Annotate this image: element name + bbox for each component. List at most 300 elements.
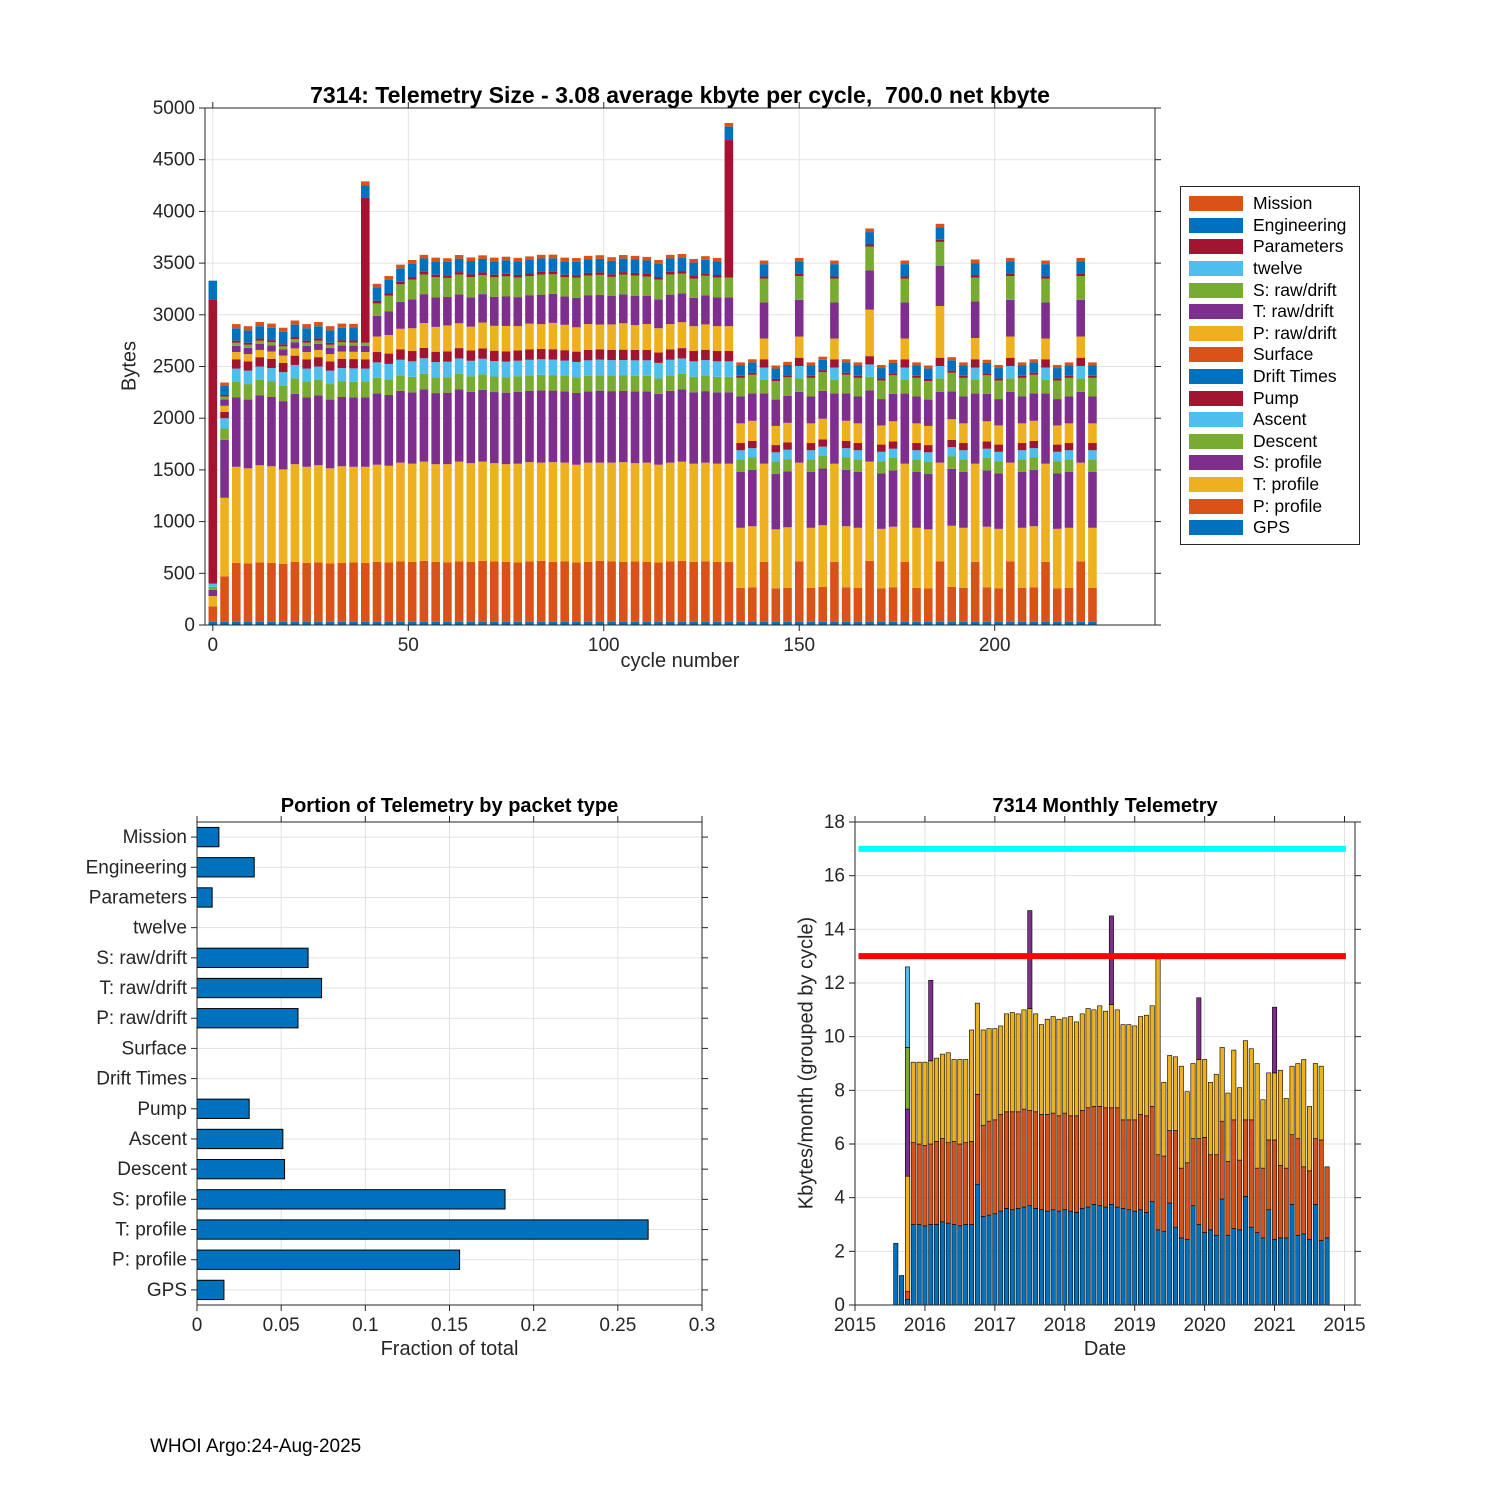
bar-segment [865, 232, 874, 244]
bar-segment [1144, 1212, 1148, 1305]
bar-segment [900, 277, 909, 279]
bar-segment [1162, 1082, 1166, 1156]
bar-segment [1065, 472, 1074, 528]
bar-segment [666, 375, 675, 391]
bar-segment [1045, 1114, 1049, 1211]
bar-segment [631, 276, 640, 296]
bar-segment [279, 332, 288, 344]
bar-segment [209, 299, 218, 583]
bar-segment [994, 445, 1003, 452]
bar-segment [1220, 1199, 1224, 1305]
bar-segment [455, 323, 464, 348]
bar-segment [220, 440, 229, 498]
bar-segment [947, 419, 956, 440]
legend-item [1181, 279, 1359, 301]
category-label: Engineering [85, 857, 187, 879]
bar-segment [929, 1061, 933, 1144]
bar-segment [725, 278, 734, 298]
bar-segment [1092, 1106, 1096, 1204]
bar-segment [326, 330, 335, 342]
bar-segment [408, 392, 417, 463]
bar-segment [396, 282, 405, 285]
bar-segment [854, 472, 863, 528]
bar-segment [220, 418, 229, 428]
bar-segment [1053, 365, 1062, 368]
y-tick-label: 3000 [152, 304, 195, 326]
bar-segment [384, 335, 393, 354]
bar-segment [783, 396, 792, 423]
bar-segment [971, 393, 980, 463]
monthly-ylabel: Kbytes/month (grouped by cycle) [795, 916, 818, 1210]
bar-segment [701, 273, 710, 276]
bar-segment [807, 450, 816, 459]
bar-segment [877, 399, 886, 425]
bar-segment [244, 343, 253, 345]
bar-segment [760, 368, 769, 380]
y-tick-label: 14 [823, 919, 845, 941]
y-tick-label: 10 [823, 1026, 845, 1048]
bar-segment [959, 443, 968, 450]
bar-segment [443, 258, 452, 262]
bar-segment [865, 228, 874, 232]
bar-segment [940, 1054, 944, 1139]
bar-segment [1030, 448, 1039, 457]
bar-segment [865, 270, 874, 309]
bar-segment [1249, 1049, 1253, 1120]
bar-segment [713, 562, 722, 622]
bar-segment [560, 258, 569, 262]
x-tick-label: 200 [978, 635, 1011, 656]
bar-segment [408, 361, 417, 377]
bar-segment [713, 297, 722, 326]
bar-segment [795, 258, 804, 262]
legend-item [1181, 236, 1359, 258]
bar-segment [302, 343, 311, 346]
bar-segment [983, 587, 992, 622]
bar-segment [642, 274, 651, 277]
bar-segment [983, 373, 992, 375]
bar-segment [678, 293, 687, 322]
bar-segment [1006, 300, 1015, 337]
bar-segment [502, 260, 511, 273]
bar-segment [420, 561, 429, 622]
bar-segment [584, 350, 593, 360]
bar-segment [420, 274, 429, 294]
portion-title: Portion of Telemetry by packet type [280, 795, 619, 817]
bar-segment [349, 467, 358, 563]
bar-segment [1039, 1114, 1043, 1209]
bar-segment [854, 376, 863, 378]
bar-segment [232, 369, 241, 382]
y-tick-label: 4 [834, 1187, 845, 1209]
bar-segment [818, 468, 827, 525]
bar-segment [1028, 1008, 1032, 1110]
bar-segment [1088, 528, 1097, 588]
bar-segment [678, 322, 687, 348]
bar-segment [408, 260, 417, 264]
bar-segment [443, 377, 452, 393]
bar-segment [946, 1143, 950, 1224]
bar-segment [748, 373, 757, 375]
bar-segment [807, 443, 816, 450]
bar-segment [736, 396, 745, 423]
bar-segment [701, 276, 710, 296]
legend-item [1181, 193, 1359, 215]
category-label: Drift Times [96, 1068, 187, 1090]
bar-segment [701, 324, 710, 349]
bar-segment [1168, 1203, 1172, 1305]
bar-segment [361, 382, 370, 398]
bar-segment [936, 392, 945, 463]
bar-segment [654, 299, 663, 328]
bar-segment [513, 464, 522, 563]
bar-segment [842, 441, 851, 448]
bar-segment [244, 348, 253, 354]
bar-segment [1006, 378, 1015, 391]
bar-segment [818, 419, 827, 440]
bar-segment [771, 529, 780, 588]
telemetry-size-ylabel: Bytes [118, 340, 141, 392]
bar-segment [338, 352, 347, 359]
bar-segment [209, 590, 218, 596]
bar-segment [467, 261, 476, 274]
bar-segment [443, 262, 452, 275]
bar-segment [607, 561, 616, 621]
bar [197, 1129, 283, 1148]
bar-segment [349, 397, 358, 466]
bar-segment [1088, 443, 1097, 450]
bar-segment [971, 259, 980, 263]
bar-segment [513, 392, 522, 464]
bar-segment [1033, 1014, 1037, 1112]
bar-segment [912, 528, 921, 588]
bar-segment [1051, 1113, 1055, 1210]
bar-segment [994, 474, 1003, 529]
bar-segment [513, 350, 522, 360]
bar-segment [940, 1222, 944, 1305]
bar-segment [420, 323, 429, 348]
bar-segment [924, 400, 933, 426]
bar-segment [1156, 1155, 1160, 1230]
bar-segment [736, 443, 745, 450]
bar-segment [220, 400, 229, 406]
bar-segment [1088, 396, 1097, 423]
bar-segment [1018, 423, 1027, 443]
bar-segment [736, 376, 745, 378]
bar-segment [572, 377, 581, 393]
bar-segment [889, 375, 898, 394]
bar-segment [1302, 1234, 1306, 1305]
bar-segment [924, 474, 933, 529]
bar-segment [1179, 1066, 1183, 1168]
y-tick-label: 2500 [152, 356, 195, 378]
bar-segment [244, 400, 253, 469]
bar-segment [994, 365, 1003, 368]
bar-segment [854, 378, 863, 397]
bar-segment [302, 563, 311, 622]
x-tick-label: 150 [783, 635, 816, 656]
bar-segment [865, 390, 874, 461]
bar-segment [783, 442, 792, 449]
bar-segment [431, 261, 440, 274]
bar-segment [654, 277, 663, 280]
bar-segment [1018, 450, 1027, 459]
bar-segment [654, 264, 663, 277]
bar-segment [490, 275, 499, 278]
bar-segment [877, 461, 886, 473]
legend-item [1181, 215, 1359, 237]
bar-segment [525, 256, 534, 260]
bar-segment [420, 358, 429, 374]
bar-segment [349, 562, 358, 621]
bar-segment [607, 274, 616, 277]
bar-segment [1214, 1235, 1218, 1305]
bar-segment [572, 393, 581, 465]
bar-segment [1053, 452, 1062, 461]
bar-segment [912, 362, 921, 365]
bar-segment [1202, 1233, 1206, 1305]
bar-segment [924, 426, 933, 445]
bar-segment [631, 325, 640, 350]
bar-segment [209, 587, 218, 590]
bar-segment [1150, 1202, 1154, 1305]
bar-segment [467, 257, 476, 261]
bar-segment [818, 357, 827, 360]
bar-segment [924, 445, 933, 452]
bar-segment [736, 378, 745, 397]
bar-segment [842, 587, 851, 622]
bar-segment [1197, 1139, 1201, 1225]
bar-segment [1088, 460, 1097, 472]
legend-swatch [1189, 520, 1243, 535]
bar-segment [443, 351, 452, 361]
bar-segment [314, 339, 323, 341]
bar-segment [420, 462, 429, 561]
bar-segment [560, 261, 569, 274]
bar-segment [678, 348, 687, 358]
bar-segment [947, 360, 956, 370]
bar-segment [865, 462, 874, 561]
bar-segment [936, 266, 945, 306]
bar-segment [1016, 1014, 1020, 1112]
bar-segment [537, 324, 546, 349]
bar-segment [1068, 1116, 1072, 1211]
bar-segment [1053, 378, 1062, 380]
bar-segment [349, 352, 358, 359]
bar-segment [889, 587, 898, 622]
bar-segment [255, 367, 264, 380]
bar-segment [1127, 1210, 1131, 1305]
bar-segment [936, 224, 945, 228]
bar-segment [701, 360, 710, 376]
bar-segment [642, 376, 651, 392]
legend-swatch [1189, 391, 1243, 406]
bar-segment [619, 375, 628, 391]
bar-segment [854, 588, 863, 622]
bar-segment [267, 342, 276, 345]
bar-segment [396, 561, 405, 621]
category-label: P: raw/drift [96, 1008, 187, 1030]
bar-segment [1018, 362, 1027, 365]
bar-segment [302, 369, 311, 382]
bar-segment [373, 465, 382, 562]
bar-segment [830, 393, 839, 463]
bar-segment [1325, 1167, 1329, 1238]
bar-segment [971, 359, 980, 367]
bar-segment [1267, 1210, 1271, 1305]
bar-segment [1065, 396, 1074, 423]
bar-segment [279, 372, 288, 385]
bar-segment [537, 375, 546, 391]
bar-segment [889, 363, 898, 373]
bar-segment [361, 186, 370, 198]
bar-segment [220, 412, 229, 418]
bar-segment [1121, 1208, 1125, 1305]
bar-segment [267, 352, 276, 359]
bar-segment [584, 324, 593, 350]
bar-segment [1307, 1239, 1311, 1305]
bar-segment [1074, 1212, 1078, 1305]
bar-segment [936, 366, 945, 378]
bar-segment [865, 247, 874, 271]
legend-label: Surface [1253, 344, 1314, 365]
bar-segment [537, 463, 546, 561]
bar-segment [502, 276, 511, 296]
bar-segment [384, 379, 393, 395]
bar-segment [384, 276, 393, 280]
bar-segment [899, 1275, 903, 1305]
bar-segment [1103, 1011, 1107, 1108]
bar-segment [408, 280, 417, 300]
bar-segment [678, 462, 687, 561]
bar-segment [994, 529, 1003, 588]
category-label: twelve [133, 917, 187, 939]
bar [197, 1250, 460, 1269]
bar-segment [842, 448, 851, 457]
bar-segment [267, 563, 276, 622]
bar-segment [420, 272, 429, 275]
bar-segment [244, 361, 253, 370]
bar-segment [560, 463, 569, 562]
bar-segment [326, 343, 335, 345]
bar-segment [1010, 1112, 1014, 1210]
bar-segment [537, 258, 546, 271]
bar-segment [490, 351, 499, 361]
bar-segment [959, 362, 968, 365]
bar-segment [560, 325, 569, 350]
bar-segment [408, 264, 417, 277]
bar-segment [1006, 274, 1015, 276]
bar-segment [865, 244, 874, 246]
bar-segment [373, 393, 382, 464]
bar-segment [795, 276, 804, 300]
bar-segment [267, 466, 276, 563]
bar-segment [936, 240, 945, 242]
bar-segment [478, 323, 487, 349]
bar-segment [513, 297, 522, 326]
bar-segment [244, 468, 253, 563]
bar-segment [420, 348, 429, 358]
bar-segment [1261, 1168, 1265, 1238]
legend-swatch [1189, 499, 1243, 514]
legend-label: P: raw/drift [1253, 322, 1337, 343]
bar-segment [1065, 528, 1074, 588]
bar-segment [232, 341, 241, 343]
y-tick-label: 4000 [152, 201, 195, 223]
bar-segment [1173, 1131, 1177, 1228]
bar-segment [947, 440, 956, 447]
legend-swatch [1189, 326, 1243, 341]
bar-segment [736, 460, 745, 472]
bar-segment [291, 365, 300, 378]
bar-segment [1208, 1155, 1212, 1230]
bar [197, 827, 219, 846]
bar-segment [1053, 529, 1062, 588]
bar-segment [642, 277, 651, 296]
bar-segment [854, 423, 863, 443]
bar-segment [525, 360, 534, 376]
bar-segment [232, 359, 241, 368]
bar-segment [361, 343, 370, 346]
bar-segment [771, 381, 780, 400]
bar-segment [642, 463, 651, 562]
bar-segment [314, 562, 323, 621]
bar-segment [513, 277, 522, 297]
bar-segment [302, 359, 311, 368]
bar-segment [619, 323, 628, 349]
legend-label: Drift Times [1253, 366, 1337, 387]
bar-segment [889, 458, 898, 470]
bar-segment [502, 296, 511, 325]
x-tick-label: 0 [207, 635, 219, 656]
bar-segment [999, 1026, 1003, 1115]
bar-segment [725, 377, 734, 393]
bar-segment [947, 469, 956, 526]
bar-segment [572, 362, 581, 378]
bar-segment [947, 391, 956, 419]
legend-item [1181, 387, 1359, 409]
bar [197, 948, 308, 967]
bar-segment [631, 376, 640, 392]
bar-segment [455, 275, 464, 295]
bar-segment [1065, 450, 1074, 459]
bar-segment [244, 371, 253, 384]
bar-segment [818, 370, 827, 372]
bar-segment [936, 242, 945, 266]
bar-segment [1197, 1225, 1201, 1306]
bar-segment [549, 462, 558, 562]
bar-segment [408, 464, 417, 562]
bar-segment [1065, 443, 1074, 450]
bar-segment [572, 562, 581, 621]
x-tick-label: 2016 [903, 1315, 947, 1336]
bar-segment [1313, 1204, 1317, 1305]
bar-segment [1086, 1207, 1090, 1305]
bar-segment [654, 280, 663, 300]
bar-segment [1051, 1210, 1055, 1305]
bar-segment [467, 274, 476, 277]
bar-segment [1296, 1064, 1300, 1139]
bar-segment [549, 375, 558, 391]
bar-segment [455, 389, 464, 461]
bar-segment [678, 561, 687, 622]
bar-segment [584, 463, 593, 562]
bar-segment [244, 345, 253, 348]
bar-segment [384, 280, 393, 293]
category-label: S: profile [112, 1189, 187, 1211]
bar-segment [783, 450, 792, 459]
bar-segment [1076, 358, 1085, 366]
